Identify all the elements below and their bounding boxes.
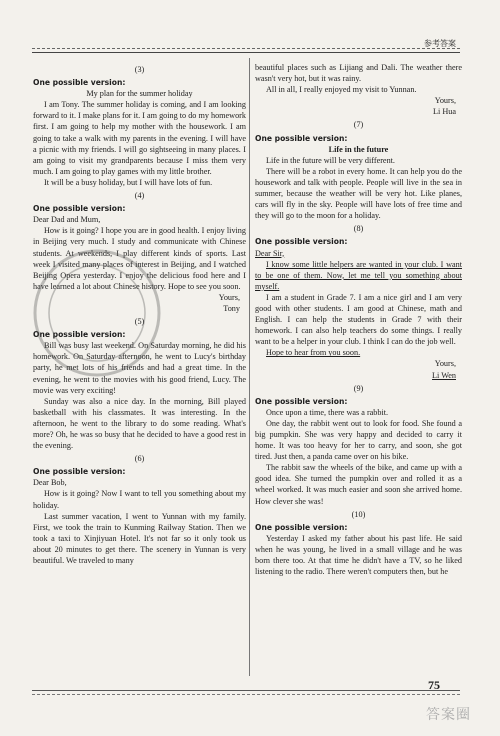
version-label: One possible version:: [255, 237, 348, 247]
paragraph: All in all, I really enjoyed my visit to Yunnan.: [266, 85, 417, 95]
essay-title: My plan for the summer holiday: [86, 89, 193, 99]
letter-hope-line: Hope to hear from you soon.: [266, 348, 361, 358]
watermark-stamp-icon: [22, 238, 172, 388]
letter-greeting: Dear Dad and Mum,: [33, 215, 101, 225]
paragraph: Yesterday I asked my father about his past life. He said when he was young, he lived in a small village and he was born there too. At that time he didn't have a TV, so he liked listening to the radio. There weren't computers then, but he: [255, 533, 462, 577]
footer-rule: [32, 690, 460, 691]
paragraph: I am a student in Grade 7. I am a nice girl and I am very good with other students. I am good at Chinese, math and English. I can help the students in Grade 7 with their homework. I can also help teachers do some things. I really want to be a helper in your club. I think I can do the job well.: [255, 292, 462, 347]
letter-signature: Li Wen: [432, 370, 456, 380]
footer-logo: 答案圈: [426, 707, 471, 723]
version-label: One possible version:: [33, 204, 126, 214]
header-rule: [32, 48, 460, 49]
column-divider: [249, 58, 250, 676]
paragraph: How is it going? I hope you are in good health. I enjoy living in Beijing very much. I study and communicate with Chinese students. At weekends, I play different kinds of sports. Last week I visited many places of interest in Beijing, and I watched Beijing Opera yesterday. I enjoy the delicious food here and I have learned a lot about Chinese history. Hope to see you soon.: [33, 226, 246, 291]
letter-signature: Tony: [223, 303, 240, 313]
header-rule-solid: [32, 52, 460, 53]
letter-greeting: Dear Bob,: [33, 478, 67, 488]
footer-rule-dashed: [32, 694, 460, 695]
right-column: [255, 62, 462, 577]
paragraph: It will be a busy holiday, but I will have lots of fun.: [44, 177, 213, 187]
version-label: One possible version:: [33, 78, 126, 88]
paragraph: How is it going? Now I want to tell you something about my holiday.: [33, 489, 246, 510]
paragraph: One day, the rabbit went out to look for food. She found a big pumpkin. She was very happy and decided to carry it home. It was too heavy for her to carry, and soon, she got tired. Just then, a panda came over on his bike.: [255, 418, 462, 462]
section-number: (7): [353, 120, 364, 130]
paragraph: Sunday was also a nice day. In the morning, Bill played basketball with his classmates. It was interesting. In the afternoon, he went to the library to do some reading. What's more? Oh, he was so busy that he decided to have a good rest in the evening.: [33, 396, 246, 451]
letter-closing: Yours,: [434, 96, 456, 106]
section-number: (8): [353, 224, 364, 234]
section-number: (3): [134, 65, 145, 74]
version-label: One possible version:: [255, 133, 348, 143]
version-label: One possible version:: [33, 330, 126, 340]
letter-closing: Yours,: [218, 292, 240, 302]
letter-closing: Yours,: [434, 359, 456, 369]
paragraph: Once upon a time, there was a rabbit.: [266, 407, 389, 417]
paragraph: I am Tony. The summer holiday is coming, and I am looking forward to it. I make plans for it. I am going to do my homework first. I am going to help my mother with the housework. I am going to take a walk with my parents in the evening. I will have a picnic with my friends. I will go sightseeing in many places. I am going to visit my grandparents because I miss them very much. I am going to play games with my little brother.: [33, 100, 246, 176]
page-number: 75: [428, 678, 440, 692]
underlined-opening: I know some little helpers are wanted in your club. I want to be one of them. Now, let me tell you something about myself.: [255, 259, 462, 291]
letter-greeting: Dear Sir,: [255, 248, 285, 258]
header-tag: 参考答案: [424, 39, 456, 48]
paragraph: There will be a robot in every home. It can help you do the housework and talk with people. People will live in the sea in summer, because the weather will be very hot. Like planes, cars will fly in the sky. People will have lots of free time and they will go to the moon for a holiday.: [255, 166, 462, 221]
section-number: (6): [134, 454, 145, 464]
section-number: (10): [351, 509, 366, 519]
section-number: (4): [134, 191, 145, 201]
paragraph: The rabbit saw the wheels of the bike, and came up with a good idea. She turned the pumpkin over and rolled it as a wheel worked. It was much easier and soon she arrived home. How clever she was!: [255, 463, 462, 506]
essay-title: Life in the future: [328, 144, 389, 154]
section-number: (9): [353, 383, 364, 393]
paragraph: beautiful places such as Lijiang and Dali. The weather there wasn't very hot, but it was rainy.: [255, 63, 462, 84]
paragraph: Bill was busy last weekend. On Saturday morning, he did his homework. On Saturday afternoon, he went to Lucy's birthday party, he met lots of his friends and had a great time. In the evening, he went to the movies with his good friend, Lucy. The movie was very exciting!: [33, 341, 246, 395]
section-number: (5): [134, 317, 145, 327]
version-label: One possible version:: [255, 522, 348, 532]
version-label: One possible version:: [255, 396, 348, 406]
version-label: One possible version:: [33, 467, 126, 477]
paragraph: Last summer vacation, I went to Yunnan with my family. First, we took the train to Kunming Railway Station. Then we took a taxi to Xinjiyuan Hotel. It's not far so it only took us about 20 minutes to get there. The scenery in Yunnan is very beautiful. We traveled to many: [33, 511, 246, 566]
paragraph: Life in the future will be very different.: [266, 155, 395, 165]
letter-signature: Li Hua: [433, 107, 456, 117]
